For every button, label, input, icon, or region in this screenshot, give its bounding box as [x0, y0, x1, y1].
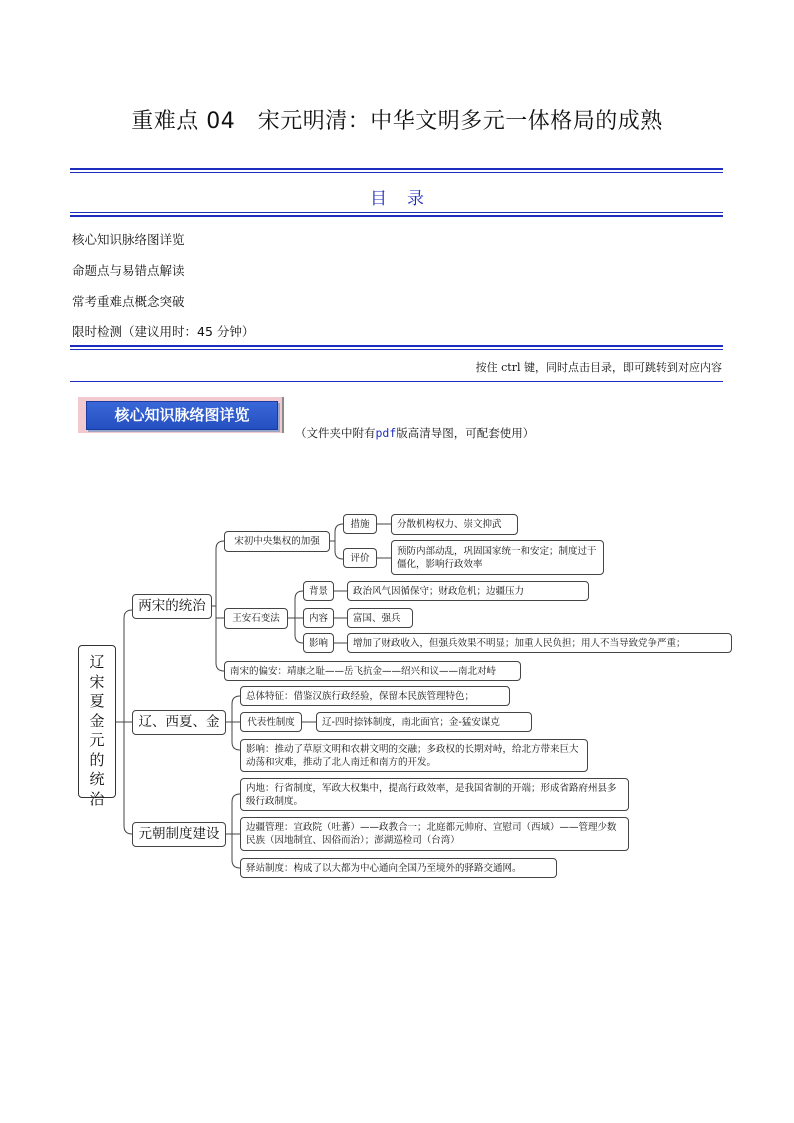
root-char: 辽: [89, 653, 105, 671]
root-char: 元: [89, 731, 105, 749]
node-representative: 辽-四时捺钵制度，南北面官；金-猛安谋克: [316, 712, 532, 732]
root-char: 宋: [89, 672, 105, 691]
root-char: 统: [89, 770, 105, 788]
toc-heading: 目录: [370, 189, 444, 209]
branch-liao-xia-jin: 辽、西夏、金: [132, 710, 226, 735]
node-postal: 驿站制度：构成了以大都为中心通向全国乃至境外的驿路交通网。: [240, 858, 557, 878]
node-content-label: 内容: [303, 608, 334, 628]
node-b2-impact: 影响：推动了草原文明和农耕文明的交融；多政权的长期对峙，给北方带来巨大动荡和灾难，推动了北人南迁和南方的开发。: [240, 739, 588, 772]
link-b3-vertical: [232, 794, 240, 868]
section-note-pdf: pdf: [375, 426, 397, 440]
node-measures-label: 措施: [343, 514, 377, 534]
mindmap-root: [78, 645, 116, 808]
branch-song: 两宋的统治: [132, 594, 212, 619]
node-inland: 内地：行省制度，军政大权集中，提高行政效率，是我国省制的开端；形成省路府州县多级行政制度。: [240, 778, 629, 811]
root-char: 夏: [89, 692, 105, 710]
toc-item-timed-test[interactable]: 限时检测（建议用时：45 分钟）: [72, 324, 255, 339]
link-b2-vertical: [232, 696, 240, 750]
section-note-before: （文件夹中附有: [295, 426, 376, 440]
node-overall: 总体特征：借鉴汉族行政经验，保留本民族管理特色；: [240, 686, 510, 706]
toc-hint: 按住 ctrl 键，同时点击目录，即可跳转到对应内容: [475, 361, 722, 374]
root-char: 的: [89, 750, 105, 769]
branch-yuan: 元朝制度建设: [132, 822, 226, 847]
node-evaluation: 预防内部动乱，巩固国家统一和安定；制度过于僵化，影响行政效率: [391, 540, 604, 575]
section-note-after: 版高清导图，可配套使用）: [396, 426, 535, 440]
toc-item-key-points[interactable]: 命题点与易错点解读: [72, 263, 185, 278]
toc-item-mindmap[interactable]: 核心知识脉络图详览: [72, 232, 185, 247]
node-impact-label: 影响: [303, 633, 334, 653]
node-background: 政治风气因循保守；财政危机；边疆压力: [347, 581, 589, 601]
toc-item-concepts[interactable]: 常考重难点概念突破: [72, 294, 185, 309]
node-reform: 王安石变法: [224, 608, 288, 629]
link-r-vertical: [295, 591, 303, 643]
node-frontier: 边疆管理：宣政院（吐蕃）——政教合一；北庭都元帅府、宣慰司（西域）——管理少数民族（因地制宜、因俗而治）；澎湖巡检司（台湾）: [240, 817, 629, 851]
root-char: 治: [89, 789, 105, 808]
node-representative-label: 代表性制度: [240, 712, 302, 732]
node-measures: 分散机构权力、崇文抑武: [391, 514, 518, 535]
node-southern-song: 南宋的偏安：靖康之耻——岳飞抗金——绍兴和议——南北对峙: [224, 661, 521, 681]
node-evaluation-label: 评价: [343, 548, 377, 568]
section-banner: 核心知识脉络图详览: [86, 401, 278, 430]
link-b1-vertical: [216, 541, 224, 671]
node-background-label: 背景: [303, 581, 334, 601]
root-char: 金: [89, 711, 105, 730]
node-centralization: 宋初中央集权的加强: [224, 531, 330, 552]
page-title: 重难点 04 宋元明清：中华文明多元一体格局的成熟: [131, 109, 663, 134]
node-content: 富国、强兵: [347, 608, 413, 628]
link-c-vertical: [335, 524, 343, 559]
node-impact: 增加了财政收入，但强兵效果不明显；加重人民负担；用人不当导致党争严重；: [347, 633, 732, 653]
